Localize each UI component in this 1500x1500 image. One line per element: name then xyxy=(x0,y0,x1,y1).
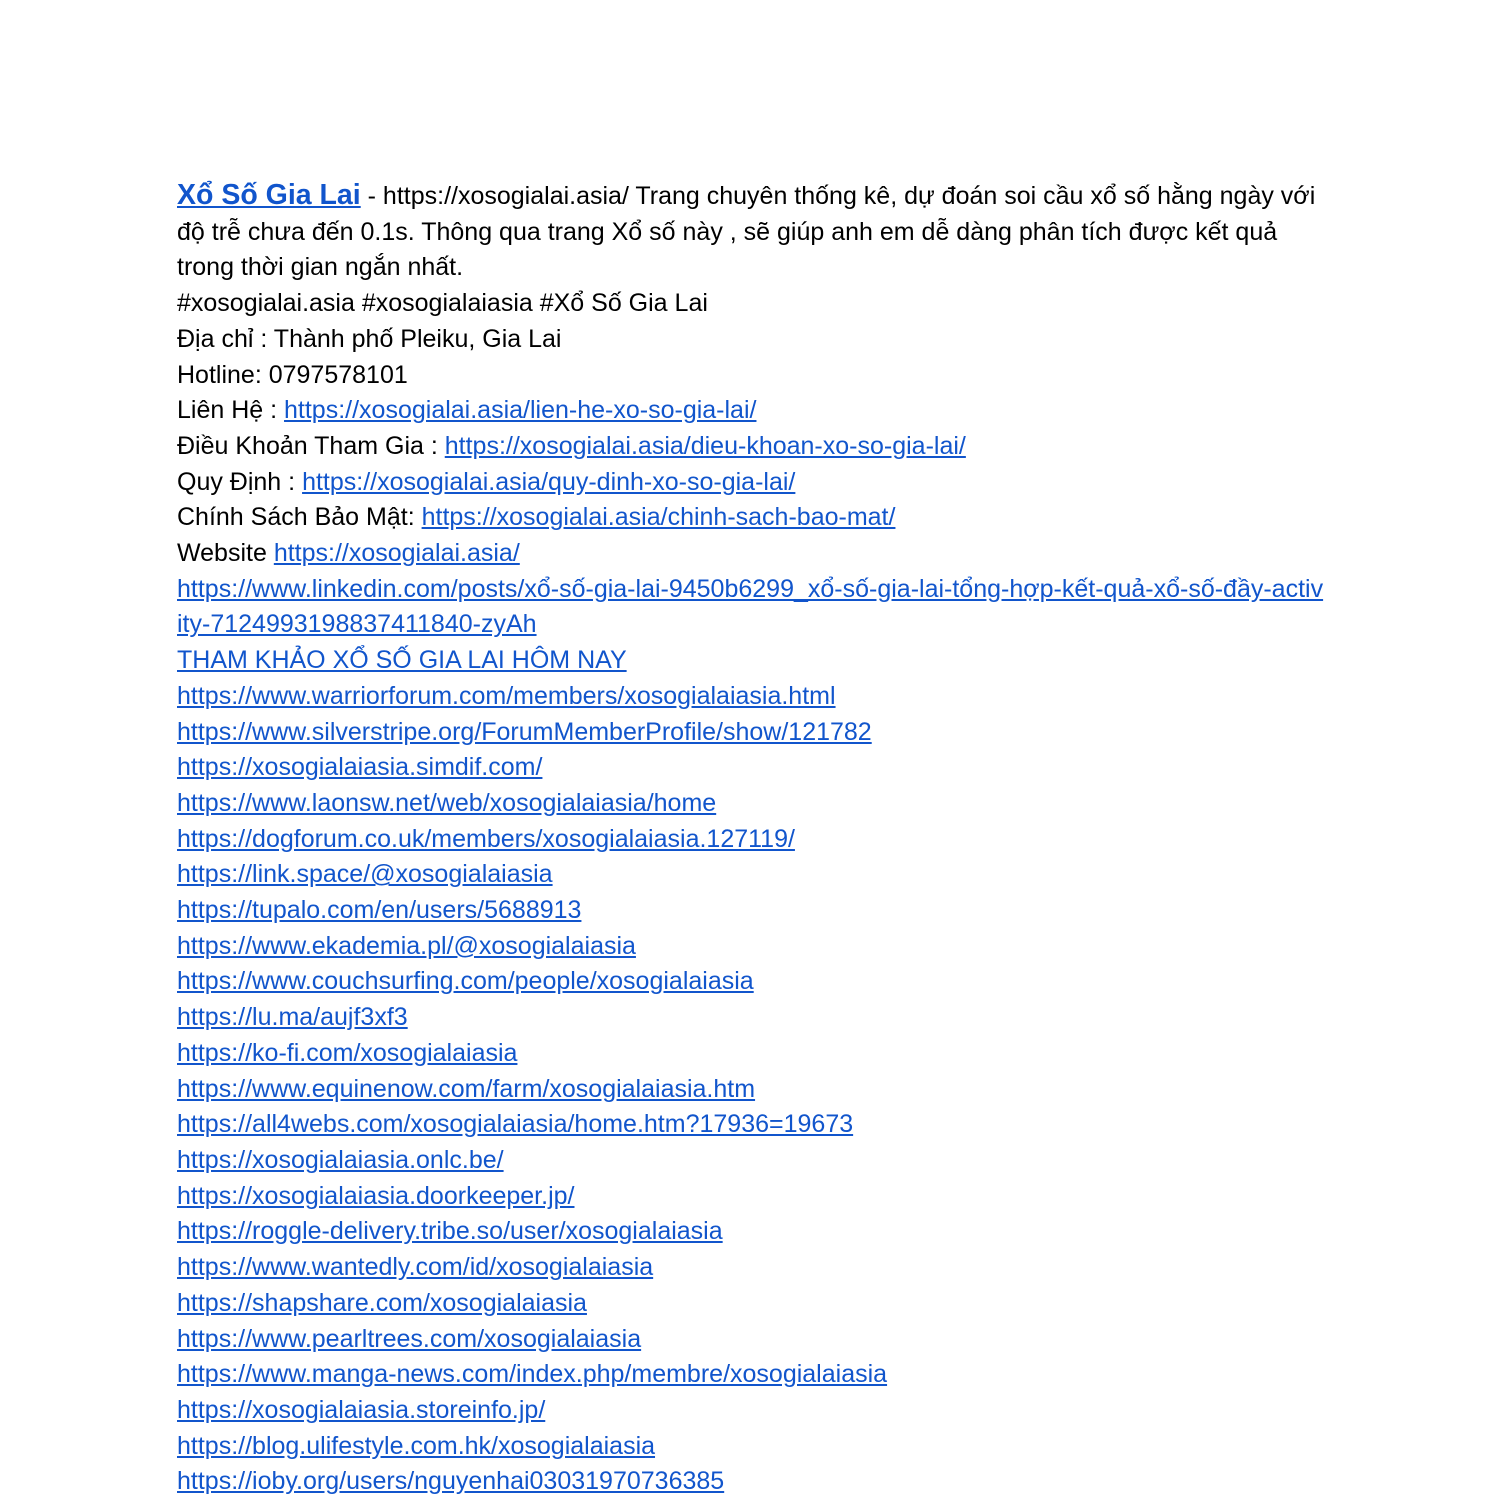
title-link[interactable]: Xổ Số Gia Lai xyxy=(177,179,361,211)
profile-link[interactable]: https://www.manga-news.com/index.php/membre/xosogialaiasia xyxy=(177,1360,888,1389)
info-line xyxy=(177,429,1325,465)
profile-link[interactable]: https://shapshare.com/xosogialaiasia xyxy=(177,1288,587,1317)
profile-link[interactable]: https://ko-fi.com/xosogialaiasia xyxy=(177,1038,518,1067)
profile-link[interactable]: https://www.silverstripe.org/ForumMemberProfile/show/121782 xyxy=(177,717,872,746)
info-link[interactable]: https://xosogialai.asia/lien-he-xo-so-gia-lai/ xyxy=(284,396,757,425)
reference-link[interactable]: THAM KHẢO XỔ SỐ GIA LAI HÔM NAY xyxy=(177,646,627,675)
info-label: Website xyxy=(177,539,274,568)
info-link[interactable]: https://xosogialai.asia/ xyxy=(273,539,520,568)
profile-link[interactable]: https://lu.ma/aujf3xf3 xyxy=(177,1003,408,1032)
profile-link[interactable]: https://xosogialaiasia.simdif.com/ xyxy=(177,753,543,782)
profile-link[interactable]: https://www.couchsurfing.com/people/xosogialaiasia xyxy=(177,967,754,996)
address: Địa chỉ : Thành phố Pleiku, Gia Lai xyxy=(177,324,562,353)
profile-link[interactable]: https://www.pearltrees.com/xosogialaiasia xyxy=(177,1324,642,1353)
profile-link[interactable]: https://tupalo.com/en/users/5688913 xyxy=(177,896,582,925)
info-link[interactable]: https://xosogialai.asia/chinh-sach-bao-mat/ xyxy=(421,503,896,532)
info-line xyxy=(177,465,1325,501)
info-link[interactable]: https://xosogialai.asia/dieu-khoan-xo-so-gia-lai/ xyxy=(444,431,966,460)
profile-link[interactable]: https://all4webs.com/xosogialaiasia/home.htm?17936=19673 xyxy=(177,1110,854,1139)
info-line xyxy=(177,536,1325,572)
hashtags: #xosogialai.asia #xosogialaiasia #Xổ Số Gia Lai xyxy=(177,289,708,318)
hotline: Hotline: 0797578101 xyxy=(177,360,408,389)
profile-link[interactable]: https://www.ekademia.pl/@xosogialaiasia xyxy=(177,931,636,960)
profile-link[interactable]: https://www.laonsw.net/web/xosogialaiasia/home xyxy=(177,788,717,817)
info-line xyxy=(177,500,1325,536)
info-label: Liên Hệ : xyxy=(177,396,285,425)
profile-link[interactable]: https://www.wantedly.com/id/xosogialaiasia xyxy=(177,1253,654,1282)
profile-link[interactable]: https://dogforum.co.uk/members/xosogialaiasia.127119/ xyxy=(177,824,795,853)
profile-link[interactable]: https://xosogialaiasia.doorkeeper.jp/ xyxy=(177,1181,575,1210)
profile-link[interactable]: https://blog.ulifestyle.com.hk/xosogialaiasia xyxy=(177,1431,656,1460)
profile-link[interactable]: https://roggle-delivery.tribe.so/user/xosogialaiasia xyxy=(177,1217,723,1246)
linkedin-link[interactable]: https://www.linkedin.com/posts/xổ-số-gia-lai-9450b6299_xổ-số-gia-lai-tổng-hợp-kết-quả-xổ-số-đầy-activity-7124993198837411840-zyAh xyxy=(177,574,1324,639)
info-label: Chính Sách Bảo Mật: xyxy=(177,503,422,532)
info-label: Điều Khoản Tham Gia : xyxy=(177,431,445,460)
profile-link[interactable]: https://www.equinenow.com/farm/xosogialaiasia.htm xyxy=(177,1074,756,1103)
info-link[interactable]: https://xosogialai.asia/quy-dinh-xo-so-gia-lai/ xyxy=(302,467,796,496)
info-label: Quy Định : xyxy=(177,467,303,496)
intro-text: - https://xosogialai.asia/ Trang chuyên thống kê, dự đoán soi cầu xổ số hằng ngày với độ trễ chưa đến 0.1s. Thông qua trang Xổ số này , sẽ giúp anh em dễ dàng phân tích được kết quả trong thời gian ngắn nhất. xyxy=(177,182,1316,282)
profile-link[interactable]: https://www.warriorforum.com/members/xosogialaiasia.html xyxy=(177,681,836,710)
intro-paragraph xyxy=(177,178,1325,286)
profile-link[interactable]: https://link.space/@xosogialaiasia xyxy=(177,860,553,889)
profile-link[interactable]: https://xosogialaiasia.onlc.be/ xyxy=(177,1145,504,1174)
profile-link[interactable]: https://ioby.org/users/nguyenhai03031970736385 xyxy=(177,1467,725,1496)
info-line xyxy=(177,393,1325,429)
profile-link[interactable]: https://xosogialaiasia.storeinfo.jp/ xyxy=(177,1395,546,1424)
document-body xyxy=(177,178,1325,1500)
